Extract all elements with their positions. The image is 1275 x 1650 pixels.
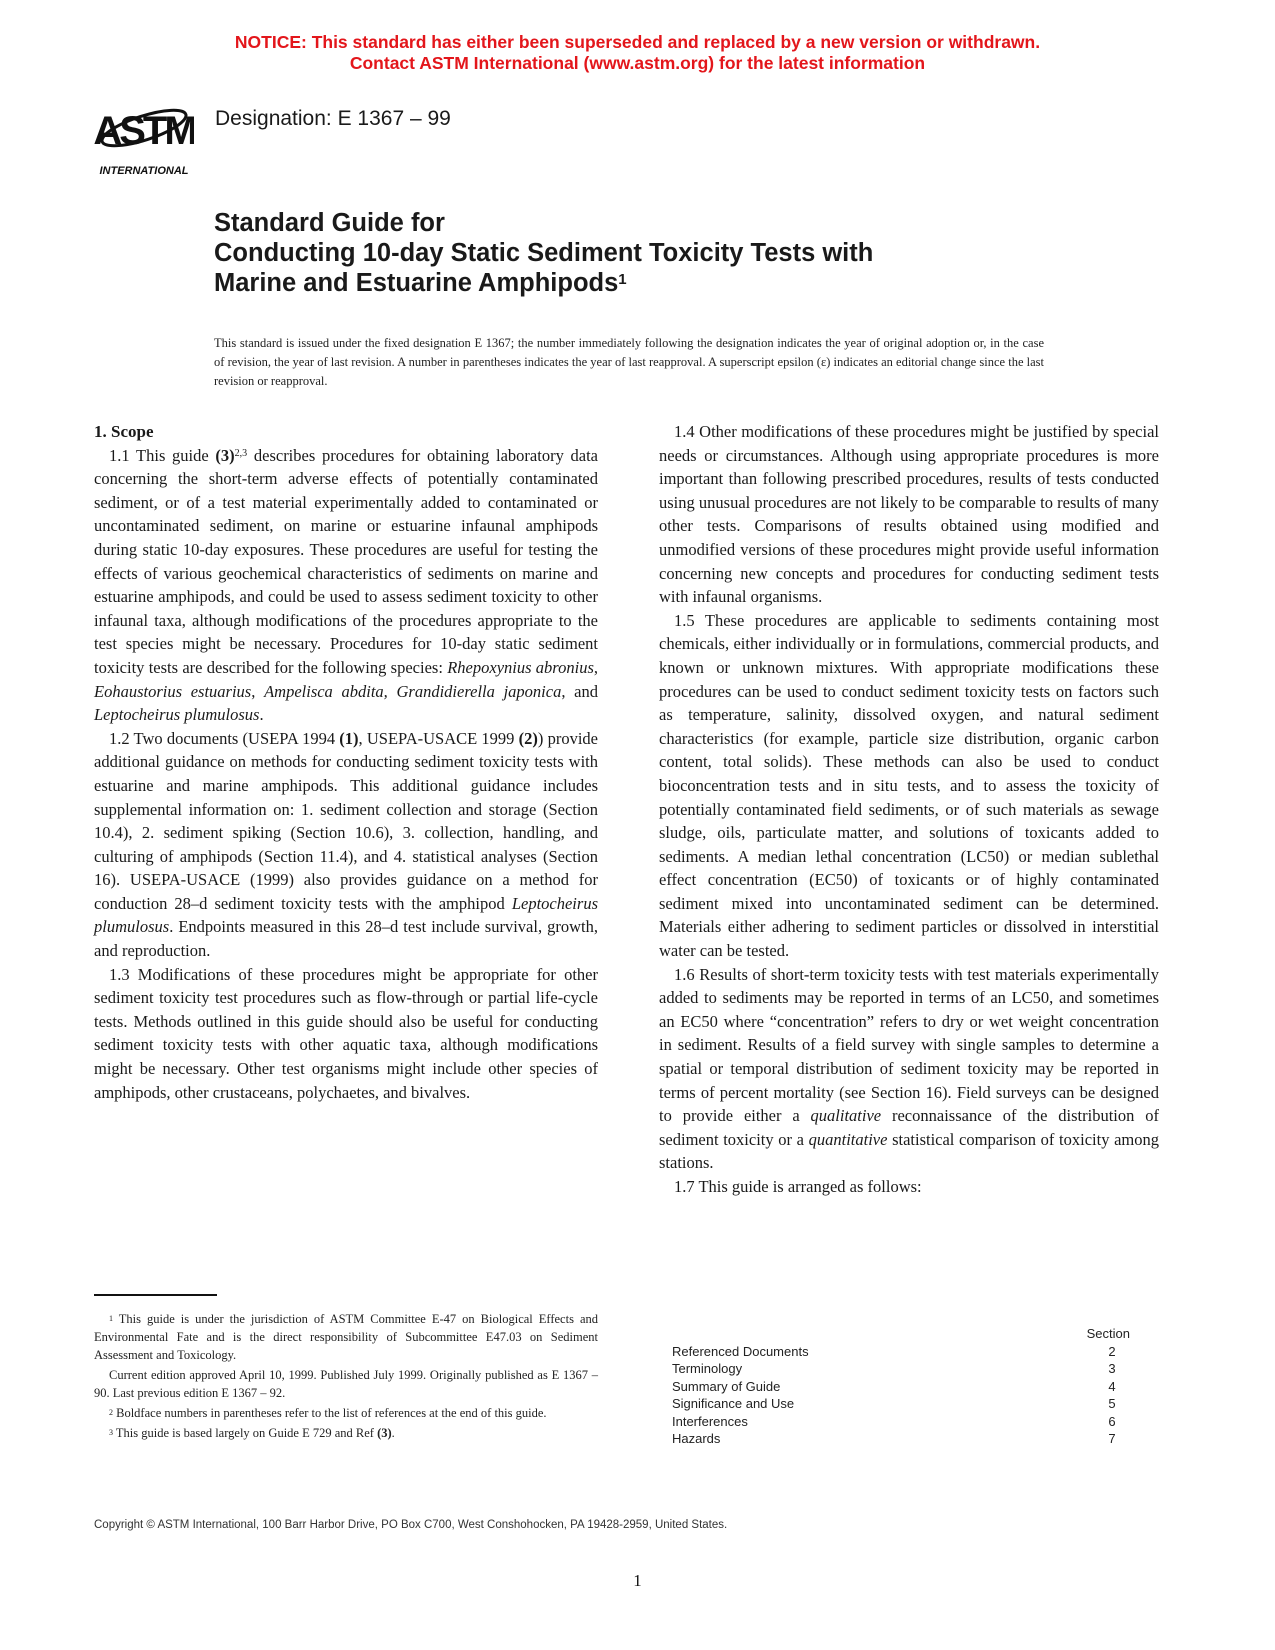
toc-row: Terminology 3 [672,1361,1116,1376]
footnotes [94,1310,598,1444]
notice-line-1: NOTICE: This standard has either been superseded and replaced by a new version or withdrawn. [234,32,1041,52]
astm-logo-icon [94,92,194,178]
document-title [214,208,873,298]
toc-row: Referenced Documents 2 [672,1343,1116,1359]
toc-row: Summary of Guide 4 [672,1378,1116,1394]
paragraph-1-4: 1.4 Other modifications of these procedures might be justified by special needs or circumstances. Although using appropriate procedures is more important than following prescribed procedures, results of tests conducted using unusual procedures are not likely to be comparable to results of many other tests. Comparisons of results obtained using modified and unmodified versions of these procedures might provide useful information concerning new concepts and procedures for conducting sediment tests with infaunal organisms. [659,422,1159,607]
svg-text:ASTM: ASTM [94,109,194,153]
title-line-1: Standard Guide for [214,209,445,237]
reference-link[interactable]: (3) [215,445,235,465]
footnote-3: $^3$ This guide is based largely on Guide E 729 and Ref (3). [109,1426,395,1440]
supersession-notice [0,32,1275,74]
paragraph-1-1: 1.1 This guide $(3)^{2,3}$ describes procedures for obtaining laboratory data concerning the short-term adverse effects of potentially contaminated sediment, or of a test material experimentally added to contaminated or uncontaminated sediment, on marine or estuarine infaunal amphipods during static 10-day exposures. These procedures are useful for testing the effects of various geochemical characteristics of sediments on marine and estuarine amphipods, and could be used to assess sediment toxicity to other infaunal taxa, although modifications of the procedures appropriate to the test species might be necessary. Procedures for 10-day static sediment toxicity tests are described for the following species: Rhepoxynius abronius, Eohaustorius estuarius, Ampelisca abdita, Grandidierella japonica, and Leptocheirus plumulosus. [94,445,599,725]
title-footnote-mark: 1 [618,271,627,288]
paragraph-1-5: 1.5 These procedures are applicable to sediments containing most chemicals, either individually or in formulations, commercial products, and known or unknown mixtures. With appropriate modifications these procedures can be used to conduct sediment toxicity tests on factors such as temperature, salinity, dissolved oxygen, and natural sediment characteristics (for example, particle size distribution, organic carbon content, total solids). These methods can also be used to conduct bioconcentration tests and in situ tests, and to assess the toxicity of potentially contaminated field sediments, or of such materials as sewage sludge, oils, particulate matter, and solutions of toxicants added to sediments. A median lethal concentration (LC50) or median sublethal effect concentration (EC50) of toxicants or of highly contaminated sediment mixed into uncontaminated sediment can be determined. Materials either adhering to sediment particles or dissolved in interstitial water can be tested. [659,610,1159,961]
footnote-1: $^1$ This guide is under the jurisdiction of ASTM Committee E-47 on Biological Effects and Environmental Fate and is the direct responsibility of Subcommittee E47.03 on Sediment Assessment and Toxicology. [94,1312,598,1362]
toc-row: Hazards 7 [672,1431,1116,1446]
reference-link[interactable]: (2) [518,728,538,748]
paragraph-1-3: 1.3 Modifications of these procedures might be appropriate for other sediment toxicity test procedures such as flow-through or partial life-cycle tests. Methods outlined in this guide should also be useful for conducting sediment toxicity tests with other aquatic taxa, although modifications might be necessary. Other test organisms might include other species of amphipods, other crustaceans, polychaetes, and bivalves. [94,964,598,1102]
page-number: 1 [633,1571,642,1590]
reference-link[interactable]: (3) [377,1426,392,1440]
issued-note: This standard is issued under the fixed designation E 1367; the number immediately following the designation indicates the year of original adoption or, in the case of revision, the year of last revision. A number in parentheses indicates the year of last reapproval. A superscript epsilon (ε) indicates an editorial change since the last revision or reapproval. [214,336,1044,388]
guide-arrangement-table [672,1325,1142,1448]
reference-link[interactable]: (1) [339,728,359,748]
svg-text:INTERNATIONAL: INTERNATIONAL [99,165,189,177]
left-column [94,420,598,1104]
paragraph-1-6: 1.6 Results of short-term toxicity tests with test materials experimentally added to sediments may be reported in terms of an LC50, and sometimes an EC50 where “concentration” refers to dry or wet weight concentration in sediment. Results of a field survey with single samples to determine a spatial or temporal distribution of sediment toxicity may be reported in terms of percent mortality (see Section 16). Field surveys can be designed to provide either a qualitative reconnaissance of the distribution of sediment toxicity or a quantitative statistical comparison of toxicity among stations. [659,964,1159,1173]
designation: Designation: E 1367 – 99 [215,107,451,130]
right-column [659,420,1159,1199]
title-line-3: Marine and Estuarine Amphipods$^1$ [214,269,627,297]
title-line-2: Conducting 10-day Static Sediment Toxicity Tests with [214,239,874,267]
toc-row: Interferences 6 [672,1413,1116,1429]
paragraph-1-2: 1.2 Two documents (USEPA 1994 (1), USEPA-USACE 1999 (2)) provide additional guidance on methods for conducting sediment toxicity tests with estuarine and marine amphipods. This additional guidance includes supplemental information on: 1. sediment collection and storage (Section 10.4), 2. sediment spiking (Section 10.6), 3. collection, handling, and culturing of amphipods (Section 11.4), and 4. statistical analyses (Section 16). USEPA-USACE (1999) also provides guidance on a method for conduction 28–d sediment toxicity tests with the amphipod Leptocheirus plumulosus. Endpoints measured in this 28–d test include survival, growth, and reproduction. [94,728,598,961]
toc-header: Section [1086,1326,1130,1341]
section-heading-scope: 1. Scope [94,422,154,441]
paragraph-1-7: 1.7 This guide is arranged as follows: [674,1177,922,1196]
notice-line-2: Contact ASTM International (www.astm.org) for the latest information [349,53,926,73]
footnote-2: $^2$ Boldface numbers in parentheses refer to the list of references at the end of this guide. [109,1406,547,1420]
footnote-1-edition: Current edition approved April 10, 1999. Published July 1999. Originally published as E 1367 – 90. Last previous edition E 1367 – 92. [94,1368,598,1400]
toc-row: Significance and Use 5 [672,1396,1116,1411]
footnote-divider [94,1294,217,1296]
copyright: Copyright © ASTM International, 100 Barr Harbor Drive, PO Box C700, West Conshohocken, PA 19428-2959, United States. [94,1519,728,1531]
